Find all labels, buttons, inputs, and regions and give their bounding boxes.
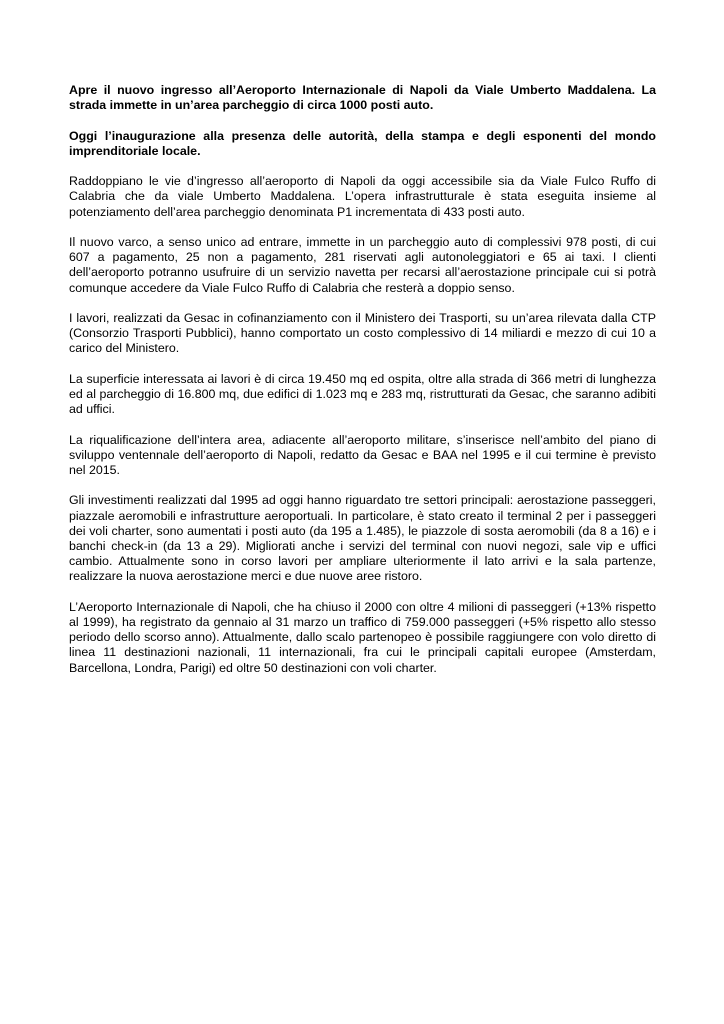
paragraph: Gli investimenti realizzati dal 1995 ad oggi hanno riguardato tre settori principali: aerostazione passeggeri, piazzale aeromobili e infrastrutture aeroportuali. In particolare, è stato creato il terminal 2 per i passeggeri dei voli charter, sono aumentati i posti auto (da 195 a 1.485), le piazzole di sosta aeromobili (da 8 a 16) e i banchi check-in (da 13 a 29). Migliorati anche i servizi del terminal con nuovi negozi, sale vip e uffici cambio. Attualmente sono in corso lavori per ampliare ulteriormente il lato arrivi e la sala partenze, realizzare la nuova aerostazione merci e due nuove aree ristoro.	[69, 493, 656, 584]
paragraph: La superficie interessata ai lavori è di circa 19.450 mq ed ospita, oltre alla strada di 366 metri di lunghezza ed al parcheggio di 16.800 mq, due edifici di 1.023 mq e 283 mq, ristrutturati da Gesac, che saranno adibiti ad uffici.	[69, 371, 656, 417]
paragraph: L’Aeroporto Internazionale di Napoli, che ha chiuso il 2000 con oltre 4 milioni di passeggeri (+13% rispetto al 1999), ha registrato da gennaio al 31 marzo un traffico di 759.000 passeggeri (+5% rispetto allo stesso periodo dello scorso anno). Attualmente, dallo scalo partenopeo è possibile raggiungere con volo diretto di linea 11 destinazioni nazionali, 11 internazionali, fra cui le principali capitali europee (Amsterdam, Barcellona, Londra, Parigi) ed oltre 50 destinazioni con voli charter.	[69, 599, 656, 675]
paragraph: La riqualificazione dell’intera area, adiacente all’aeroporto militare, s’inserisce nell’ambito del piano di sviluppo ventennale dell’aeroporto di Napoli, redatto da Gesac e BAA nel 1995 e il cui termine è previsto nel 2015.	[69, 432, 656, 477]
paragraph: Il nuovo varco, a senso unico ad entrare, immette in un parcheggio auto di complessivi 978 posti, di cui 607 a pagamento, 25 non a pagamento, 281 riservati agli autonoleggiatori e 65 ai taxi. I clienti dell’aeroporto potranno usufruire di un servizio navetta per recarsi all’aerostazione principale cui si potrà comunque accedere da Viale Fulco Ruffo di Calabria che resterà a doppio senso.	[69, 234, 656, 295]
subheadline: Oggi l’inaugurazione alla presenza delle autorità, della stampa e degli esponenti del mondo imprenditoriale locale.	[69, 128, 656, 158]
headline: Apre il nuovo ingresso all’Aeroporto Internazionale di Napoli da Viale Umberto Maddalena. La strada immette in un’area parcheggio di circa 1000 posti auto.	[69, 83, 656, 113]
document-body	[69, 83, 656, 691]
paragraph: I lavori, realizzati da Gesac in cofinanziamento con il Ministero dei Trasporti, su un’area rilevata dalla CTP (Consorzio Trasporti Pubblici), hanno comportato un costo complessivo di 14 miliardi e mezzo di cui 10 a carico del Ministero.	[69, 310, 656, 356]
paragraph: Raddoppiano le vie d’ingresso all’aeroporto di Napoli da oggi accessibile sia da Viale Fulco Ruffo di Calabria che da viale Umberto Maddalena. L’opera infrastrutturale è stata eseguita insieme al potenziamento dell’area parcheggio denominata P1 incrementata di 433 posti auto.	[69, 174, 656, 219]
